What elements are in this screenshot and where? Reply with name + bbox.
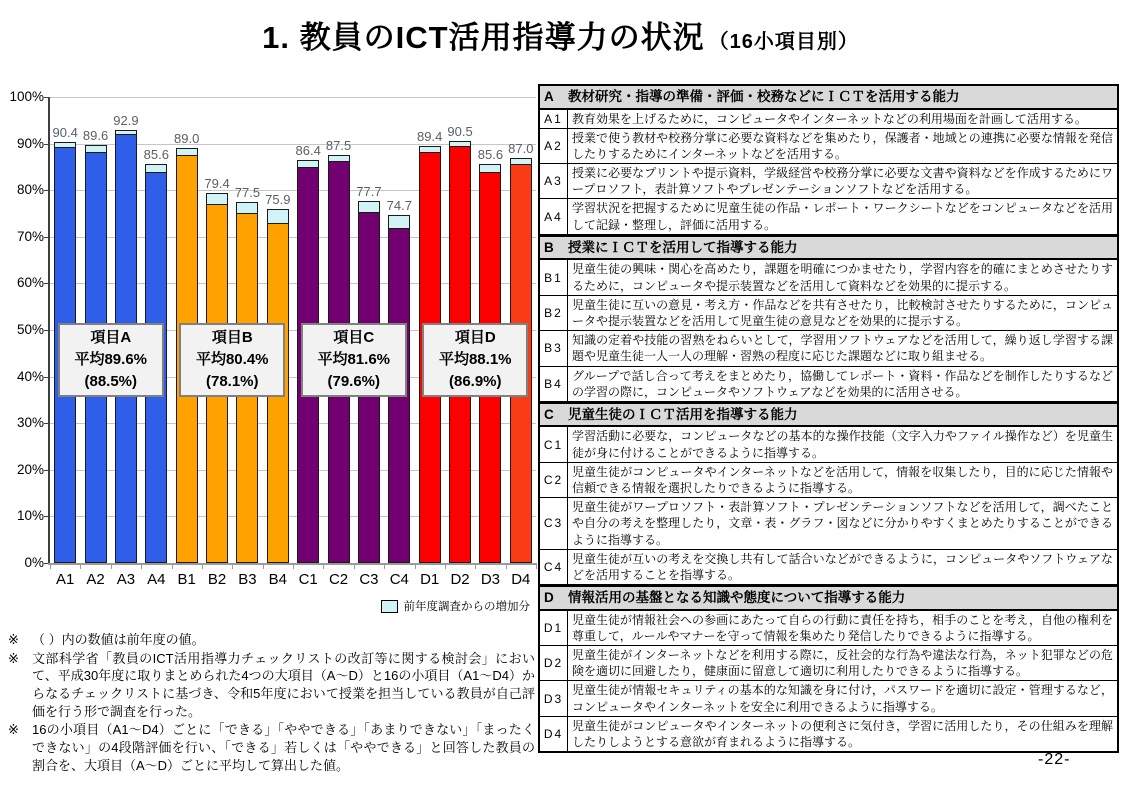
item-description: 児童生徒が互いの考えを交換し共有して話合いなどができるように，コンピュータやソフトウェアなどを活用することを指導する。	[572, 551, 1113, 582]
item-code: D1	[540, 611, 568, 645]
item-description: 児童生徒がインターネットなどを利用する際に，反社会的な行為や違法な行為，ネット犯罪などの危険を適切に回避したり，健康面に留意して適切に利用したりできるように指導する。	[572, 648, 1113, 679]
x-axis-tick	[172, 563, 173, 569]
group-previous-average: (78.1%)	[205, 372, 259, 390]
bar-value-label: 87.0	[508, 140, 534, 156]
y-axis-line	[48, 97, 50, 565]
footnote	[8, 631, 535, 649]
x-axis-category-label: A1	[56, 571, 75, 588]
item-description: 児童生徒が情報セキュリティの基本的な知識を身に付け，パスワードを適切に設定・管理するなど，コンピュータやインターネットを安全に利用できるように指導する。	[572, 683, 1113, 714]
page-title	[0, 12, 1121, 57]
item-description: 学習状況を把握するために児童生徒の作品・レポート・ワークシートなどをコンピュータなどを活用して記録・整理し，評価に活用する。	[572, 201, 1113, 232]
page-title-suffix: （16小項目別）	[708, 31, 859, 53]
x-axis-category-label: C3	[359, 571, 379, 588]
x-axis-category-label: D1	[420, 571, 440, 588]
y-axis-label: 10%	[16, 508, 44, 524]
bar-increase-segment	[237, 203, 257, 215]
item-code: A2	[540, 129, 568, 163]
bar-increase-segment	[359, 202, 379, 213]
x-axis-category-label: C1	[298, 571, 318, 588]
footnotes	[8, 631, 535, 775]
bar-value-label: 85.6	[477, 147, 504, 163]
section-title: 授業にＩＣＴを活用して指導する能力	[568, 239, 798, 255]
x-axis-tick	[445, 563, 446, 569]
group-previous-average: (79.6%)	[327, 372, 381, 390]
item-code: B4	[540, 367, 568, 401]
y-axis-label: 80%	[16, 182, 44, 198]
gridline	[50, 97, 536, 98]
group-average-value: 平均88.1%	[438, 351, 512, 369]
ability-description-table	[538, 84, 1119, 753]
x-axis-category-label: D2	[450, 571, 470, 588]
item-code: B3	[540, 331, 568, 365]
table-row-d4	[540, 717, 1117, 751]
group-previous-average: (86.9%)	[448, 372, 502, 390]
y-axis-label: 100%	[9, 89, 44, 104]
x-axis-tick	[111, 563, 112, 569]
item-description: 児童生徒がコンピュータやインターネットの便利さに気付き，学習に活用したり，その仕組みを理解したりしようとする意欲が育まれるように指導する。	[572, 718, 1113, 749]
section-code: C	[544, 406, 554, 422]
footnote-marker: ※	[8, 632, 19, 647]
group-previous-average: (88.5%)	[84, 372, 138, 390]
x-axis-category-label: A3	[116, 571, 136, 588]
item-code: D4	[540, 717, 568, 751]
section-title: 児童生徒のＩＣＴ活用を指導する能力	[568, 406, 798, 422]
table-row-c4	[540, 550, 1117, 585]
table-section-header-c	[540, 402, 1117, 428]
chart-legend	[2, 598, 530, 614]
footnote-text: 16の小項目（A1～D4）ごとに「できる」「ややできる」「あまりできない」「まったくできない」の4段階評価を行い、「できる」若しくは「ややできる」と回答した教員の割合を、大項目（A～D）ごとに平均して算出した値。	[32, 722, 535, 773]
x-axis-tick	[506, 563, 507, 569]
bar-value-label: 74.7	[386, 197, 412, 213]
page-number: -22-	[1038, 751, 1071, 768]
item-code: C3	[540, 498, 568, 549]
section-code: D	[544, 590, 554, 606]
x-axis-category-label: D4	[511, 571, 531, 588]
x-axis-category-label: B2	[207, 571, 227, 588]
group-average-value: 平均80.4%	[195, 351, 269, 369]
x-axis-tick	[232, 563, 233, 569]
x-axis-category-label: B4	[268, 571, 287, 588]
x-axis-tick	[415, 563, 416, 569]
table-row-b2	[540, 296, 1117, 331]
bar-value-label: 87.5	[325, 138, 352, 154]
footnote-marker: ※	[8, 650, 19, 666]
item-description: グループで話し合って考えをまとめたり，協働してレポート・資料・作品などを制作したりするなどの学習の際に，コンピュータやソフトウェアなどを効果的に活用させる。	[572, 368, 1113, 399]
bar-value-label: 89.4	[417, 129, 443, 145]
y-axis-label: 20%	[16, 461, 44, 477]
x-axis-line	[48, 563, 536, 565]
item-description: 児童生徒が情報社会への参画にあたって自らの行動に責任を持ち，相手のことを考え，自他の権利を尊重して，ルールやマナーを守って情報を集めたり発信したりできるように指導する。	[572, 612, 1113, 643]
x-axis-category-label: C4	[389, 571, 409, 588]
item-code: A3	[540, 164, 568, 198]
x-axis-tick	[384, 563, 385, 569]
x-axis-tick	[50, 563, 51, 569]
item-code: D2	[540, 646, 568, 680]
bar-value-label: 77.7	[356, 183, 382, 199]
table-row-b3	[540, 331, 1117, 366]
x-axis-tick	[202, 563, 203, 569]
section-title: 教材研究・指導の準備・評価・校務などにＩＣＴを活用する能力	[568, 89, 960, 104]
x-axis-tick	[323, 563, 324, 569]
y-axis-label: 40%	[16, 368, 44, 384]
group-name: 項目B	[211, 329, 253, 347]
x-axis-tick	[80, 563, 81, 569]
table-row-d1	[540, 611, 1117, 646]
footnote-text: （ ）内の数値は前年度の値。	[32, 632, 205, 647]
table-section-header-b	[540, 235, 1117, 261]
bar-value-label: 89.6	[82, 128, 109, 144]
item-code: D3	[540, 681, 568, 715]
item-code: C4	[540, 550, 568, 584]
legend-label: 前年度調査からの増加分	[403, 601, 530, 613]
table-row-d2	[540, 646, 1117, 681]
bar-increase-segment	[389, 216, 409, 230]
y-axis-label: 50%	[16, 322, 44, 337]
x-axis-tick	[263, 563, 264, 569]
x-axis-category-label: A4	[147, 571, 166, 588]
bar-value-label: 86.4	[295, 143, 321, 159]
bar-increase-segment	[146, 165, 166, 172]
section-code: A	[544, 89, 554, 104]
bar-value-label: 75.9	[265, 192, 291, 208]
table-row-c2	[540, 463, 1117, 498]
bar-value-label: 92.9	[113, 113, 139, 129]
table-row-c1	[540, 427, 1117, 462]
group-average-box-項目D	[422, 323, 528, 397]
table-row-d3	[540, 681, 1117, 716]
item-code: B1	[540, 260, 568, 294]
x-axis-category-label: B1	[177, 571, 196, 588]
x-axis-tick	[354, 563, 355, 569]
section-code: B	[544, 239, 554, 255]
group-name: 項目D	[454, 329, 496, 347]
item-description: 児童生徒の興味・関心を高めたり，課題を明確につかませたり，学習内容を的確にまとめさせたりするために，コンピュータや提示装置などを活用して資料などを効果的に提示する。	[572, 262, 1113, 293]
x-axis-tick	[475, 563, 476, 569]
x-axis-category-label: B3	[238, 571, 257, 588]
section-title: 情報活用の基盤となる知識や態度について指導する能力	[568, 590, 906, 606]
x-axis-category-label: C2	[328, 571, 349, 588]
group-average-value: 平均89.6%	[74, 351, 148, 369]
table-section-header-a	[540, 84, 1117, 110]
x-axis-category-label: A2	[86, 571, 105, 588]
item-code: B2	[540, 296, 568, 330]
table-section-header-d	[540, 585, 1117, 611]
x-axis-category-label: D3	[480, 571, 501, 588]
item-description: 授業に必要なプリントや提示資料，学級経営や校務分掌に必要な文書や資料などを作成するためにワープロソフト，表計算ソフトやプレゼンテーションソフトなどを活用する。	[572, 166, 1113, 197]
legend-swatch-icon	[381, 600, 398, 613]
group-average-box-項目A	[58, 323, 164, 397]
item-code: A4	[540, 199, 568, 233]
bar-value-label: 79.4	[204, 175, 230, 191]
item-description: 学習活動に必要な，コンピュータなどの基本的な操作技能（文字入力やファイル操作など）を児童生徒が身に付けることができるように指導する。	[572, 429, 1113, 460]
bar-value-label: 90.4	[52, 124, 78, 140]
bar-increase-segment	[268, 210, 288, 224]
group-average-box-項目B	[179, 323, 285, 397]
table-row-c3	[540, 498, 1117, 550]
item-description: 教育効果を上げるために，コンピュータやインターネットなどの利用場面を計画して活用する。	[572, 111, 1087, 126]
footnote	[8, 721, 535, 774]
group-average-box-項目C	[301, 323, 407, 397]
table-row-b4	[540, 367, 1117, 402]
bar-increase-segment	[480, 165, 500, 172]
y-axis-label: 0%	[24, 555, 44, 570]
bar-value-label: 90.5	[447, 124, 473, 140]
item-description: 児童生徒がコンピュータやインターネットなどを活用して，情報を収集したり，目的に応じた情報や信頼できる情報を選択したりできるように指導する。	[572, 464, 1113, 496]
y-axis-label: 60%	[16, 275, 44, 291]
x-axis-tick	[141, 563, 142, 569]
item-code: C1	[540, 427, 568, 461]
table-row-a1	[540, 110, 1117, 129]
item-description: 授業で使う教材や校務分掌に必要な資料などを集めたり，保護者・地域との連携に必要な情報を発信したりするためにインターネットなどを活用する。	[572, 130, 1113, 161]
item-description: 児童生徒がワープロソフト・表計算ソフト・プレゼンテーションソフトなどを活用して，調べたことや自分の考えを整理したり，文章・表・グラフ・図などに分かりやすくまとめたりすることができるように指導する。	[572, 500, 1113, 547]
group-name: 項目C	[333, 329, 375, 347]
bar-value-label: 85.6	[143, 147, 169, 163]
x-axis-tick	[293, 563, 294, 569]
footnote-marker: ※	[8, 722, 19, 738]
group-name: 項目A	[90, 329, 132, 347]
item-code: A1	[540, 110, 568, 128]
footnote-text: 文部科学省「教員のICT活用指導力チェックリストの改訂等に関する検討会」において、平成30年度に取りまとめられた4つの大項目（A～D）と16の小項目（A1～D4）からなるチェックリストに基づき、令和5年度において授業を担当している教員が自己評価を行う形で調査を行った。	[32, 650, 535, 719]
table-row-a2	[540, 129, 1117, 164]
footnote	[8, 650, 535, 721]
bar-increase-segment	[207, 194, 227, 205]
bar-value-label: 77.5	[234, 184, 261, 200]
x-axis-tick	[536, 563, 537, 569]
bar-value-label: 89.0	[174, 131, 200, 147]
item-code: C2	[540, 463, 568, 497]
y-axis-label: 70%	[16, 228, 44, 244]
table-row-a3	[540, 164, 1117, 199]
y-axis-label: 30%	[16, 415, 44, 431]
item-description: 知識の定着や技能の習熟をねらいとして，学習用ソフトウェアなどを活用して，繰り返し学習する課題や児童生徒一人一人の理解・習熟の程度に応じた課題などに取り組ませる。	[572, 333, 1113, 364]
ict-skill-bar-chart	[2, 88, 538, 628]
y-axis-label: 90%	[16, 135, 44, 151]
table-row-a4	[540, 199, 1117, 234]
page-title-main: 1. 教員のICT活用指導力の状況	[262, 20, 705, 55]
item-description: 児童生徒に互いの意見・考え方・作品などを共有させたり，比較検討させたりするために，コンピュータや提示装置などを活用して児童生徒の意見などを効果的に提示する。	[572, 297, 1113, 328]
group-average-value: 平均81.6%	[317, 351, 391, 369]
table-row-b1	[540, 260, 1117, 295]
